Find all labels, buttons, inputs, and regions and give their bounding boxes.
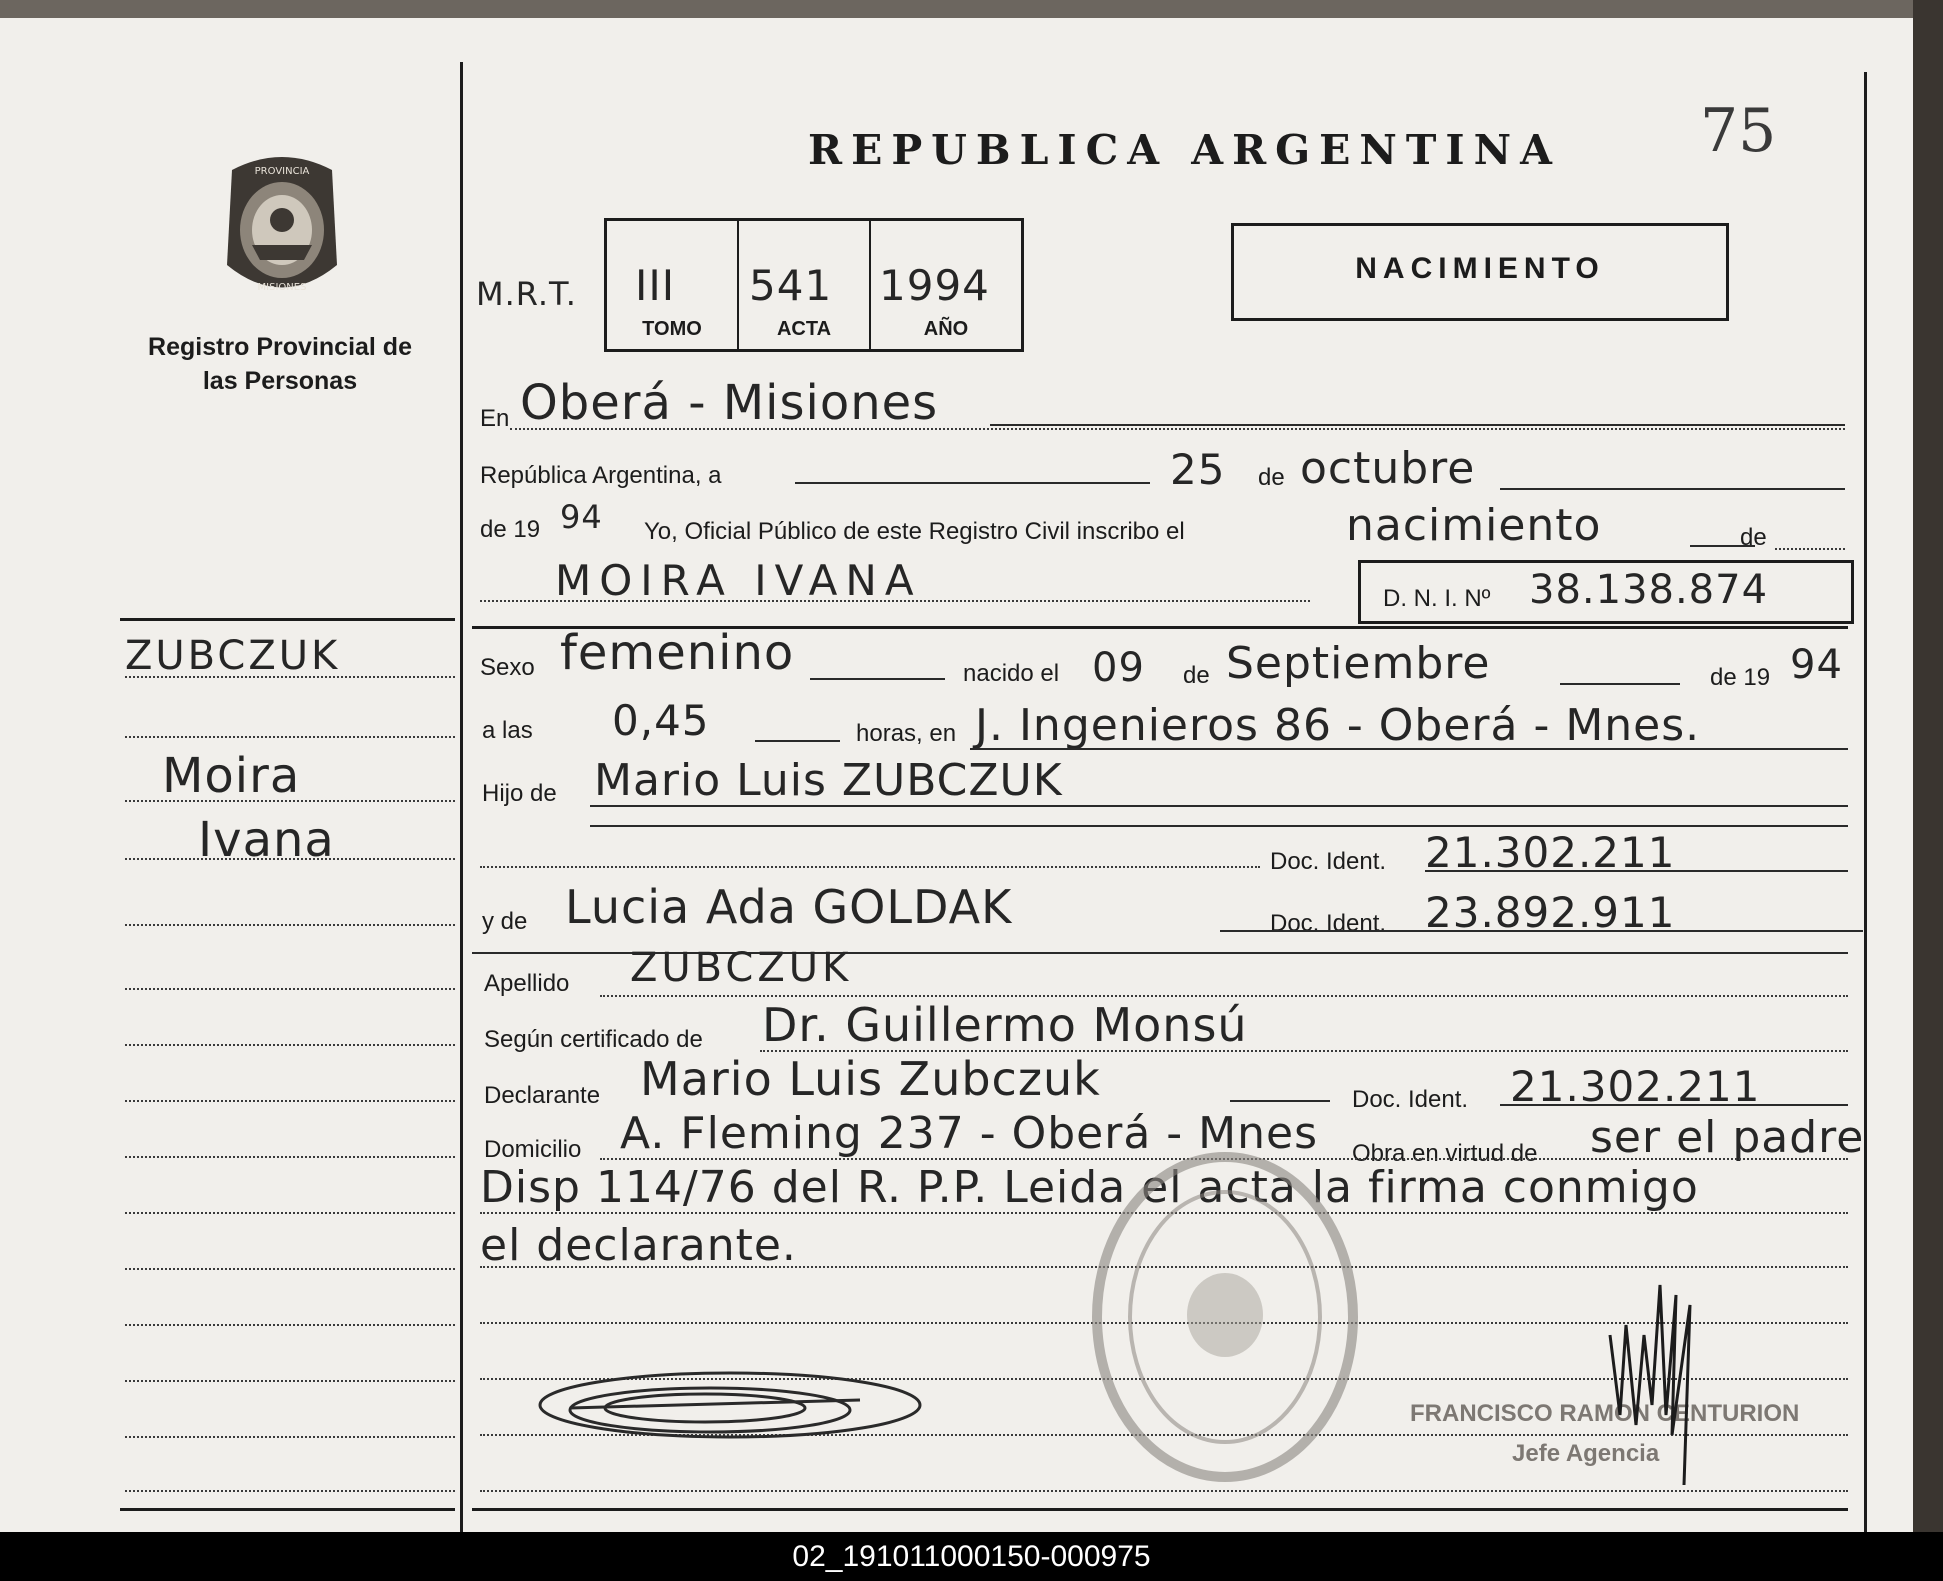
label-nacido: nacido el: [963, 660, 1060, 687]
field-declarant: Mario Luis Zubczuk: [640, 1052, 1101, 1106]
field-sex: femenino: [560, 625, 795, 681]
field-birth-month: Septiembre: [1226, 638, 1491, 689]
line-father: [590, 805, 1848, 807]
field-inscribe: nacimiento: [1346, 500, 1602, 551]
label-en: En: [480, 405, 510, 432]
line-sex: [810, 678, 945, 680]
line-declarant-doc: [1500, 1104, 1848, 1106]
field-day: 25: [1170, 445, 1226, 494]
line-place: [510, 428, 1845, 430]
official-stamp-icon: [1090, 1150, 1360, 1485]
label-de-y2: de 19: [1710, 664, 1771, 691]
field-mother: Lucia Ada GOLDAK: [565, 880, 1013, 934]
label-segun: Según certificado de: [484, 1026, 703, 1053]
note-line-2: el declarante.: [480, 1220, 797, 1271]
declarant-signature-icon: [530, 1360, 1000, 1460]
registry-name: Registro Provincial de las Personas: [148, 333, 412, 395]
margin-line-4: [125, 858, 455, 860]
svg-text:PROVINCIA: PROVINCIA: [254, 166, 310, 177]
file-id-caption: 02_191011000150-000975: [0, 1532, 1943, 1581]
line-place-solid: [990, 424, 1845, 426]
margin-line-1: [125, 676, 455, 678]
label-de-month: de: [1258, 464, 1285, 491]
tomo-label: TOMO: [642, 318, 702, 340]
line-birth-month: [1560, 683, 1680, 685]
line-note-6: [480, 1490, 1848, 1492]
margin-line-10: [125, 1212, 455, 1214]
scan-top-edge: [0, 0, 1943, 18]
line-father-2: [590, 825, 1848, 827]
line-hour: [755, 740, 840, 742]
margin-line-13: [125, 1380, 455, 1382]
acta-label: ACTA: [776, 318, 832, 340]
svg-text:MISIONES: MISIONES: [257, 282, 307, 293]
line-month: [1500, 488, 1845, 490]
document-type-box: [1231, 223, 1729, 321]
field-certificate: Dr. Guillermo Monsú: [762, 998, 1248, 1052]
official-signature-icon: [1600, 1265, 1730, 1490]
ano-value: 1994: [879, 261, 990, 310]
label-y-de: y de: [482, 908, 528, 935]
line-de-end: [1775, 548, 1845, 550]
stamp-role: Jefe Agencia: [1512, 1440, 1660, 1467]
field-name: MOIRA IVANA: [555, 556, 922, 605]
left-bottom-rule: [120, 1508, 455, 1511]
acta-cell: [739, 221, 871, 349]
label-de-m2: de: [1183, 662, 1210, 689]
label-hijo: Hijo de: [482, 780, 557, 807]
ano-label: AÑO: [923, 318, 969, 340]
margin-line-7: [125, 1044, 455, 1046]
line-father-doc: [1425, 870, 1848, 872]
margin-given-2: Ivana: [198, 812, 335, 868]
field-place: Oberá - Misiones: [520, 375, 939, 431]
right-border: [1864, 72, 1867, 1532]
margin-line-8: [125, 1100, 455, 1102]
tomo-cell: [607, 221, 739, 349]
field-mother-doc: 23.892.911: [1425, 888, 1676, 937]
line-declarant: [1230, 1100, 1330, 1102]
field-birth-year: 94: [1790, 642, 1843, 688]
field-hour: 0,45: [612, 696, 710, 745]
field-address: A. Fleming 237 - Oberá - Mnes: [620, 1108, 1319, 1159]
field-father: Mario Luis ZUBCZUK: [594, 755, 1063, 806]
line-name: [480, 600, 1310, 602]
margin-line-2: [125, 736, 455, 738]
label-doc3: Doc. Ident.: [1352, 1086, 1469, 1113]
line-surname: [600, 995, 1848, 997]
field-birth-place: J. Ingenieros 86 - Oberá - Mnes.: [975, 700, 1701, 751]
label-horas: horas, en: [856, 720, 957, 747]
line-doc1-lead: [480, 866, 1260, 868]
line-republica: [795, 482, 1150, 484]
label-obra: Obra en virtud de: [1352, 1140, 1538, 1167]
margin-line-15: [125, 1490, 455, 1492]
field-surname: ZUBCZUK: [630, 945, 853, 991]
label-yo: Yo, Oficial Público de este Registro Civil inscribo el: [644, 518, 1185, 545]
label-sexo: Sexo: [480, 654, 535, 681]
mrt-prefix: M.R.T.: [476, 275, 577, 313]
label-doc2: Doc. Ident.: [1270, 910, 1387, 937]
label-a-las: a las: [482, 717, 533, 744]
margin-line-5: [125, 924, 455, 926]
field-year: 94: [560, 498, 603, 536]
margin-line-9: [125, 1156, 455, 1158]
ano-cell: [871, 221, 1021, 349]
margin-line-6: [125, 988, 455, 990]
note-line-1: Disp 114/76 del R. P.P. Leida el acta la firma conmigo: [480, 1162, 1699, 1213]
stamp-name: FRANCISCO RAMON CENTURION: [1410, 1400, 1800, 1427]
margin-line-12: [125, 1324, 455, 1326]
field-birth-day: 09: [1092, 645, 1145, 691]
margin-line-3: [125, 800, 455, 802]
margin-line-11: [125, 1268, 455, 1270]
line-mother: [1220, 930, 1863, 932]
document-type: NACIMIENTO: [1355, 252, 1605, 285]
label-doc1: Doc. Ident.: [1270, 848, 1387, 875]
margin-surname: ZUBCZUK: [125, 633, 341, 679]
field-virtue: ser el padre: [1590, 1112, 1865, 1163]
scan-right-edge: [1913, 0, 1943, 1532]
bottom-rule: [472, 1508, 1848, 1511]
dni-box: [1358, 560, 1854, 624]
label-dni: D. N. I. Nº: [1383, 585, 1491, 612]
label-declarante: Declarante: [484, 1082, 601, 1109]
label-apellido: Apellido: [484, 970, 570, 997]
left-divider: [460, 62, 463, 1532]
label-republica: República Argentina, a: [480, 462, 722, 489]
tomo-value: III: [635, 261, 676, 310]
label-de-end: de: [1740, 524, 1767, 551]
acta-value: 541: [749, 261, 833, 310]
field-father-doc: 21.302.211: [1425, 828, 1676, 877]
field-month: octubre: [1300, 443, 1476, 494]
field-declarant-doc: 21.302.211: [1510, 1062, 1761, 1111]
margin-line-14: [125, 1436, 455, 1438]
margin-given-1: Moira: [162, 748, 301, 804]
label-de-year: de 19: [480, 516, 541, 543]
left-top-rule: [120, 618, 455, 621]
page-number: 75: [1700, 96, 1777, 166]
line-birth-place: [970, 748, 1848, 750]
document-title: REPUBLICA ARGENTINA: [808, 126, 1561, 174]
mrt-box: [604, 218, 1024, 352]
field-dni: 38.138.874: [1529, 567, 1769, 613]
label-domicilio: Domicilio: [484, 1136, 582, 1163]
province-seal-icon: [212, 150, 352, 305]
